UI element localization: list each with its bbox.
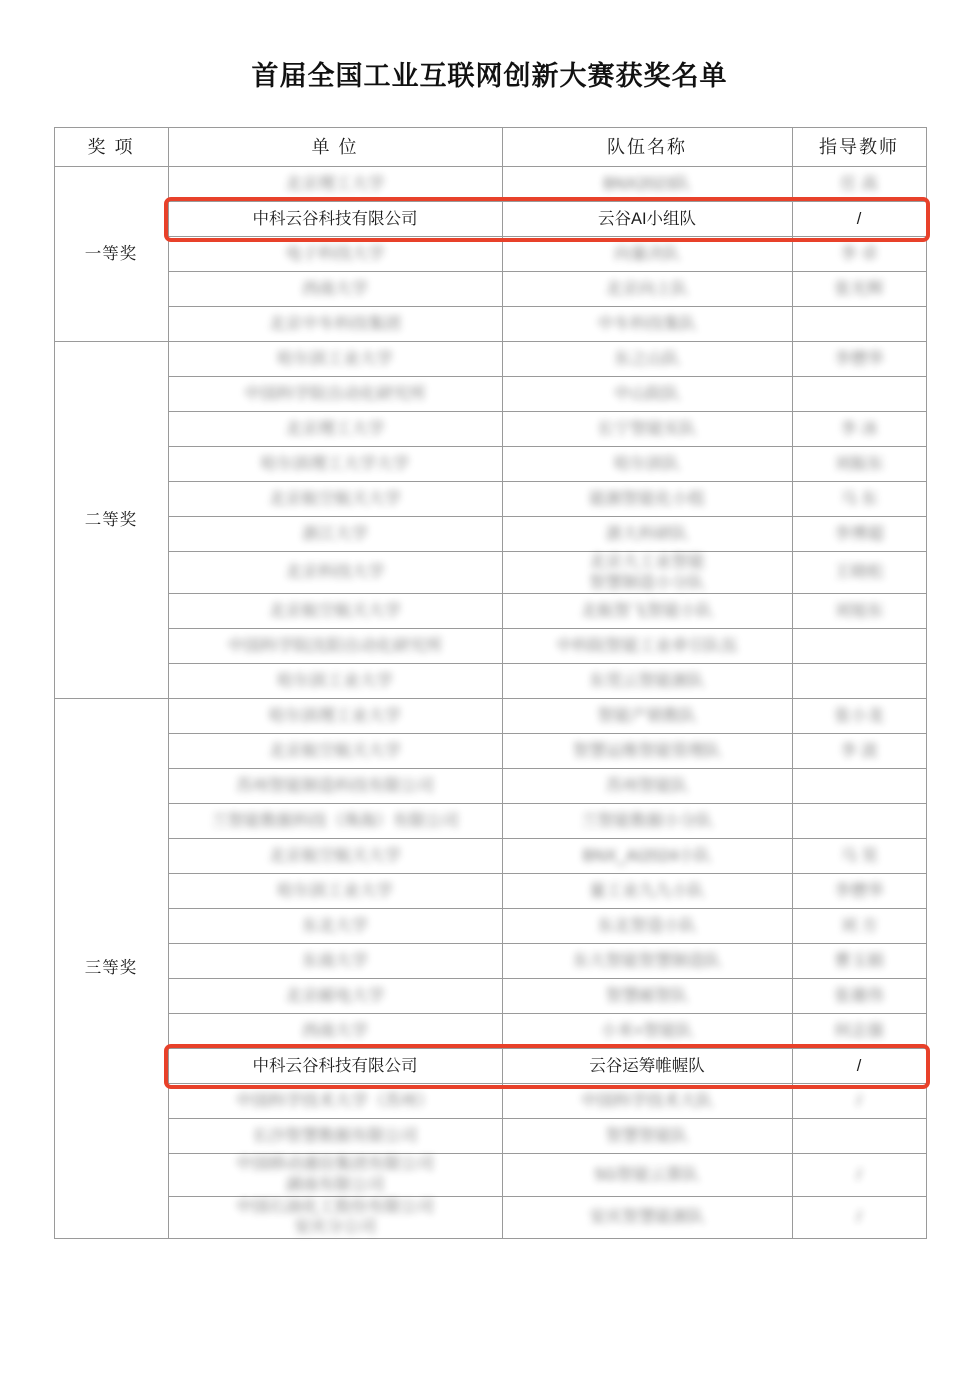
cell-coach (792, 769, 926, 804)
cell-coach: 李 卓 (792, 237, 926, 272)
cell-unit: 电子科技大学 (168, 237, 502, 272)
cell-coach: 张雄伟 (792, 979, 926, 1014)
cell-unit: 北京科技大学 (168, 552, 502, 594)
cell-coach: 李 冰 (792, 412, 926, 447)
cell-unit: 北京邮电大学 (168, 979, 502, 1014)
cell-team: 向量决队 (502, 237, 792, 272)
cell-team: 北航智飞智能小队 (502, 594, 792, 629)
table-row (54, 552, 926, 594)
table-row (54, 1119, 926, 1154)
cell-coach (792, 377, 926, 412)
cell-unit: 中国石油化工股份有限公司 安庆分公司 (168, 1196, 502, 1238)
table-row (54, 342, 926, 377)
cell-unit: 哈尔滨理工大学大学 (168, 447, 502, 482)
table-body (54, 167, 926, 1239)
cell-coach (792, 307, 926, 342)
cell-unit: 哈尔滨理工业大学 (168, 699, 502, 734)
cell-team: 能源智能化小组 (502, 482, 792, 517)
cell-unit: 哈尔滨工业大学 (168, 342, 502, 377)
award-group-label: 二等奖 (54, 342, 168, 699)
cell-coach (792, 629, 926, 664)
cell-team: BNX_AI2024小队 (502, 839, 792, 874)
table-row (54, 517, 926, 552)
cell-coach (792, 1119, 926, 1154)
cell-team: 浙大科研队 (502, 517, 792, 552)
cell-unit: 长沙智慧数据有限公司 (168, 1119, 502, 1154)
cell-coach: 马 昊 (792, 839, 926, 874)
cell-team: 安庆智慧能源队 (502, 1196, 792, 1238)
cell-team: 中国科学技术大队 (502, 1084, 792, 1119)
award-table-container (54, 127, 926, 1239)
cell-unit: 东南大学 (168, 944, 502, 979)
cell-unit: 东北大学 (168, 909, 502, 944)
cell-team: 中山院队 (502, 377, 792, 412)
cell-team: 智慧邮智队 (502, 979, 792, 1014)
cell-team: 苏州智能队 (502, 769, 792, 804)
cell-team: 兰智能数据小分队 (502, 804, 792, 839)
cell-team: 量工业九九小队 (502, 874, 792, 909)
table-row (54, 1084, 926, 1119)
cell-team: 北京大工业智能 智慧制造小分队 (502, 552, 792, 594)
cell-coach: 任 高 (792, 167, 926, 202)
table-row (54, 307, 926, 342)
cell-coach: 刘振东 (792, 447, 926, 482)
cell-coach: / (792, 1196, 926, 1238)
cell-team: 长宁智能实队 (502, 412, 792, 447)
cell-unit: 中国科学技术大学（苏州） (168, 1084, 502, 1119)
cell-unit: 中科云谷科技有限公司 (168, 1049, 502, 1084)
cell-team: 东莞云智能源队 (502, 664, 792, 699)
table-row (54, 412, 926, 447)
table-header-row (54, 128, 926, 167)
table-row (54, 699, 926, 734)
column-header-award: 奖 项 (54, 128, 168, 167)
cell-team: 东大智能智慧制造队 (502, 944, 792, 979)
cell-coach: 刘 方 (792, 909, 926, 944)
table-row (54, 167, 926, 202)
table-row (54, 734, 926, 769)
cell-team: 东北智造小队 (502, 909, 792, 944)
table-row (54, 769, 926, 804)
cell-coach (792, 804, 926, 839)
cell-coach: 李 波 (792, 734, 926, 769)
cell-coach: 王晓松 (792, 552, 926, 594)
cell-team: 智慧智能队 (502, 1119, 792, 1154)
cell-unit: 北京航空航天大学 (168, 482, 502, 517)
cell-unit: 北京中车科技集团 (168, 307, 502, 342)
cell-unit: 苏州智能制造科技有限公司 (168, 769, 502, 804)
cell-unit: 中国移动通信集团有限公司 湖南有限公司 (168, 1154, 502, 1196)
table-row (54, 874, 926, 909)
cell-team: 云谷AI小组队 (502, 202, 792, 237)
table-row (54, 272, 926, 307)
cell-coach: 何志强 (792, 1014, 926, 1049)
cell-unit: 北京理工大学 (168, 412, 502, 447)
cell-unit: 北京理工大学 (168, 167, 502, 202)
table-row (54, 944, 926, 979)
cell-unit: 北京航空航天大学 (168, 839, 502, 874)
cell-team: 云谷运筹帷幄队 (502, 1049, 792, 1084)
table-row (54, 839, 926, 874)
table-row (54, 629, 926, 664)
cell-coach: 张小龙 (792, 699, 926, 734)
cell-coach: 李博超 (792, 517, 926, 552)
cell-team: BNX2023队 (502, 167, 792, 202)
award-table (54, 127, 927, 1239)
cell-unit: 哈尔滨工业大学 (168, 874, 502, 909)
table-row (54, 1049, 926, 1084)
cell-coach: 曹玉娟 (792, 944, 926, 979)
table-row (54, 664, 926, 699)
cell-coach: / (792, 1084, 926, 1119)
table-row (54, 909, 926, 944)
table-row (54, 594, 926, 629)
cell-coach: 马 东 (792, 482, 926, 517)
cell-coach: / (792, 1049, 926, 1084)
cell-unit: 中国科学院沈阳自动化研究所 (168, 629, 502, 664)
cell-unit: 西南大学 (168, 272, 502, 307)
cell-unit: 中国科学院自动化研究所 (168, 377, 502, 412)
cell-team: 小米+智能队 (502, 1014, 792, 1049)
cell-coach: 刘旭东 (792, 594, 926, 629)
column-header-unit: 单 位 (168, 128, 502, 167)
table-row (54, 804, 926, 839)
cell-unit: 西南大学 (168, 1014, 502, 1049)
table-header (54, 128, 926, 167)
table-row (54, 482, 926, 517)
cell-team: 智能产销数队 (502, 699, 792, 734)
cell-unit: 浙江大学 (168, 517, 502, 552)
award-group-label: 一等奖 (54, 167, 168, 342)
cell-team: 5G智能云算队 (502, 1154, 792, 1196)
cell-team: 北京向上队 (502, 272, 792, 307)
cell-coach: / (792, 1154, 926, 1196)
table-row (54, 1196, 926, 1238)
cell-team: 中车科技集队 (502, 307, 792, 342)
column-header-coach: 指导教师 (792, 128, 926, 167)
cell-coach: 李懋华 (792, 342, 926, 377)
table-row (54, 1014, 926, 1049)
cell-coach: 张光辉 (792, 272, 926, 307)
table-row (54, 447, 926, 482)
table-row (54, 202, 926, 237)
table-row (54, 237, 926, 272)
cell-team: 中科院智能工业牵引队伍 (502, 629, 792, 664)
cell-team: 哈尔滨队 (502, 447, 792, 482)
award-group-label: 三等奖 (54, 699, 168, 1239)
cell-coach (792, 664, 926, 699)
cell-coach: 李懋华 (792, 874, 926, 909)
column-header-team: 队伍名称 (502, 128, 792, 167)
cell-unit: 北京航空航天大学 (168, 734, 502, 769)
cell-team: 智慧运维智能管理队 (502, 734, 792, 769)
cell-unit: 哈尔滨工业大学 (168, 664, 502, 699)
table-row (54, 979, 926, 1014)
cell-unit: 中科云谷科技有限公司 (168, 202, 502, 237)
page-title: 首届全国工业互联网创新大赛获奖名单 (251, 61, 728, 91)
cell-unit: 兰智能数据科技（珠海）有限公司 (168, 804, 502, 839)
table-row (54, 377, 926, 412)
table-row (54, 1154, 926, 1196)
cell-unit: 北京航空航天大学 (168, 594, 502, 629)
cell-coach: / (792, 202, 926, 237)
cell-team: 东之山队 (502, 342, 792, 377)
